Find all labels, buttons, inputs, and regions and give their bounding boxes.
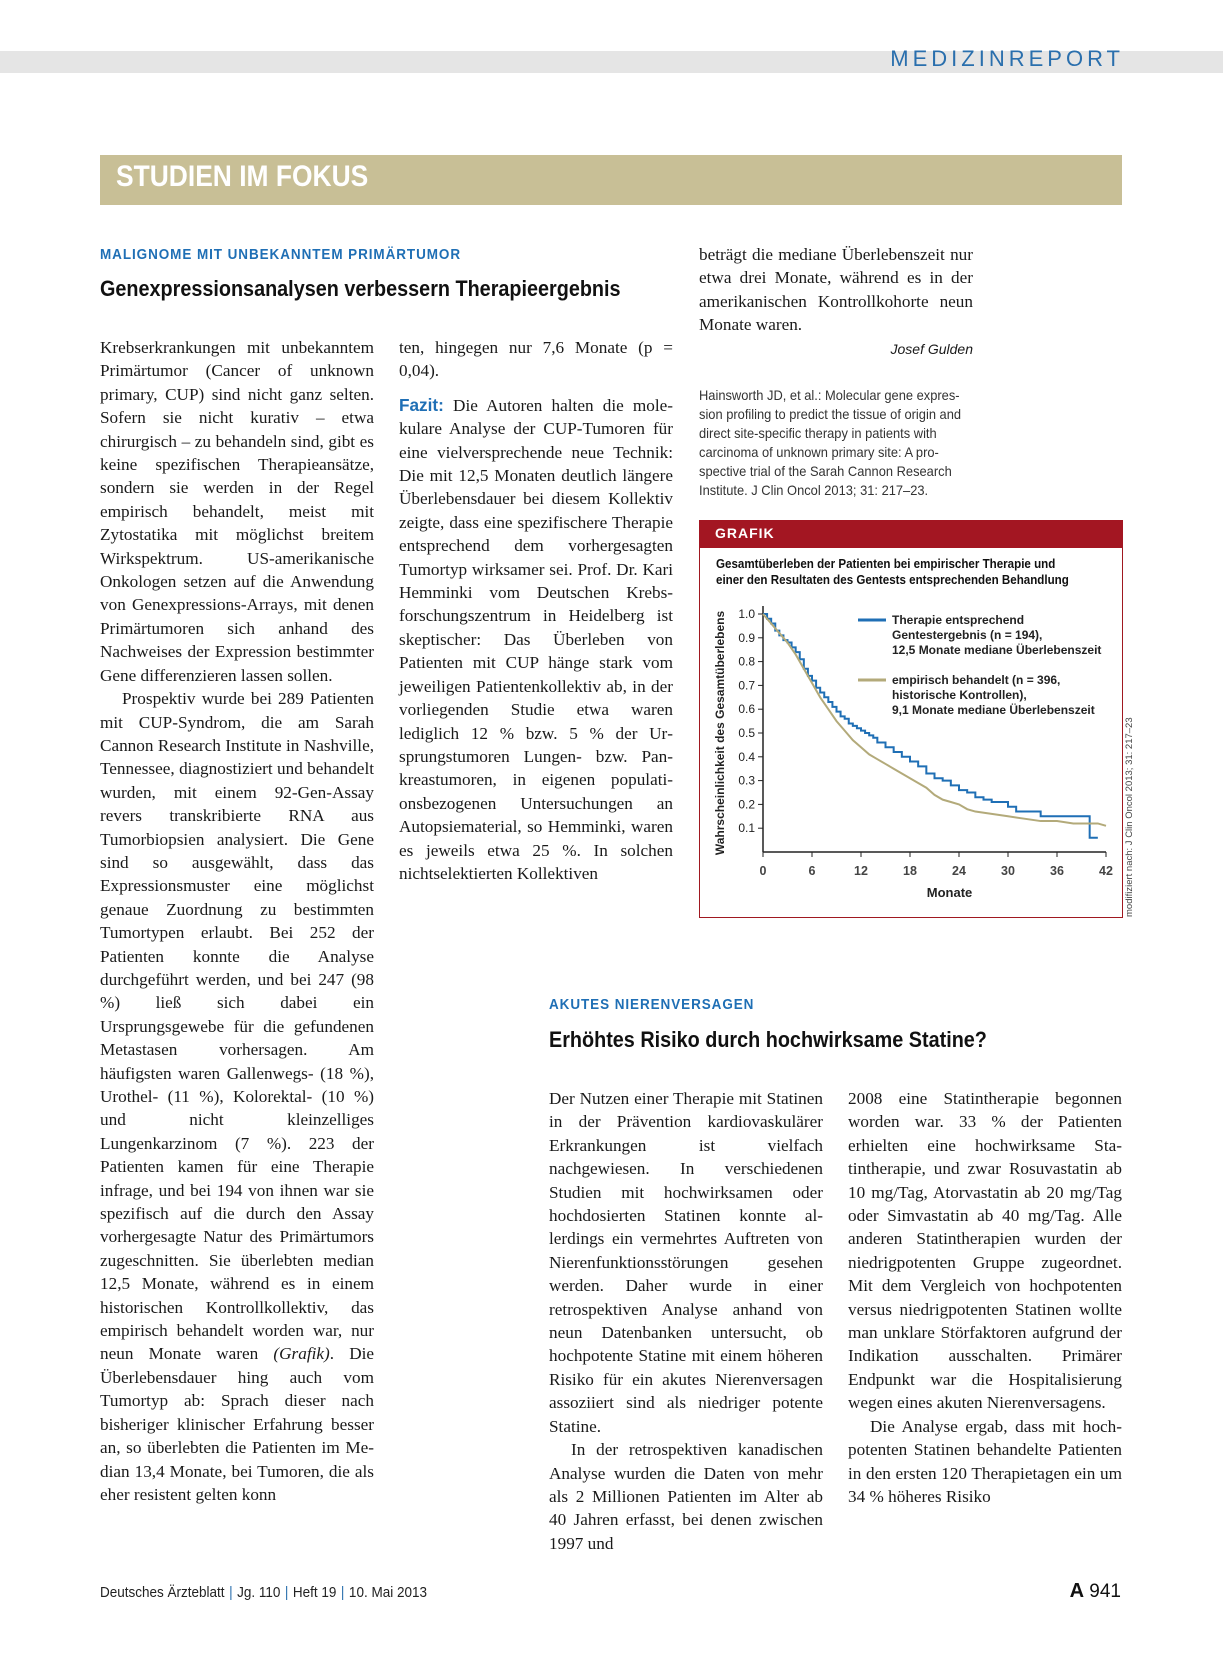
y-tick-label: 1.0 xyxy=(738,607,755,621)
article1-fazit xyxy=(399,394,673,886)
x-tick-label: 30 xyxy=(1001,864,1015,878)
article1-column-2 xyxy=(399,336,673,885)
article2-column-2 xyxy=(848,1087,1122,1508)
fazit-label: Fazit: xyxy=(399,394,444,415)
paragraph-text: Die Autoren halten die molekulare Analyse der CUP-Tumoren für eine vielversprechende neue Technik: Die mit 12,5 Monaten deutlich längere Überlebensdauer bei diesem Kollektiv zeigte, dass eine spezifischere Therapie entsprechend dem vorhergesagten Tumortyp wirksamer sei. Prof. Dr. Kari Hemminki vom Deutschen Krebsforschungszentrum in Heidelberg ist skeptischer: Das Überleben von Patienten mit CUP hänge stark vom jeweiligen Patientenkollektiv ab, in der vorliegenden Studie etwa waren lediglich 12 % bzw. 5 % der Ursprungstumoren Lungen- bzw. Pankreastumoren, in eigenen populationsbezogenen Untersuchungen an Autopsiematerial, so Hemminki, waren es jeweils etwa 25 %. In solchen nichtselektierten Kollektiven xyxy=(399,395,673,883)
y-tick-label: 0.1 xyxy=(738,821,755,836)
article2-paragraph: 2008 eine Statintherapie begonnen worden war. 33 % der Patienten erhielten eine hochwirksame Statintherapie, und zwar Rosuvastatin ab 10 mg/Tag, Atorvastatin ab 20 mg/Tag oder Simvastatin ab 40 mg/Tag. Alle anderen Statintherapien wurden der niedrigpotenten Gruppe zugeordnet. Mit dem Vergleich von hochpotenten versus niedrigpotenten Statinen wollte man unklare Störfaktoren aufgrund der Indikation ausschalten. Primärer Endpunkt war die Hospitalisierung wegen eines akuten Nierenversagens. xyxy=(848,1089,1122,1413)
article1-paragraph: ten, hingegen nur 7,6 Monate (p = 0,04). xyxy=(399,338,673,381)
legend-label-2: empirisch behandelt (n = 396, xyxy=(892,673,1061,687)
article1-paragraph xyxy=(100,687,374,1506)
legend-label-1: 12,5 Monate mediane Überlebenszeit xyxy=(892,643,1102,657)
section-label: MEDIZINREPORT xyxy=(890,46,1124,71)
y-tick-label: 0.3 xyxy=(738,773,755,788)
reference: Hainsworth JD, et al.: Molecular gene expression profiling to predict the tissue of origin and direct site-specific therapy in patients with carcinoma of unknown primary site: A prospective trial of the Sarah Cannon Research Institute. J Clin Oncol 2013; 31: 217–23. xyxy=(699,387,962,498)
y-tick-label: 0.9 xyxy=(738,630,755,645)
y-tick-label: 0.5 xyxy=(738,726,755,740)
figure-header-label: GRAFIK xyxy=(715,525,775,541)
figure-title-line: einer den Resultaten des Gentests entsprechenden Behandlung xyxy=(716,573,1069,587)
figure-reference: (Grafik) xyxy=(273,1344,330,1364)
article2-paragraph: Der Nutzen einer Therapie mit Statinen in der Prävention kardiovaskulärer Erkrankungen ist vielfach nachgewiesen. In verschiedenen Studien mit hochwirksamen oder hochdosierten Statinen konnte allerdings ein vermehrtes Auftreten von Nierenfunktionsstörungen gesehen werden. Daher wurde in einer retrospektiven Analyse anhand von neun Datenbanken untersucht, ob hochpotente Statine mit einem höheren Risiko für ein akutes Nierenversagen assoziiert sind als niedriger potente Statine. xyxy=(549,1089,823,1436)
article2-paragraph: Die Analyse ergab, dass mit hochpotenten Statinen behandelte Patienten in den ersten 120 Therapietagen ein um 34 % höheres Risiko xyxy=(848,1416,1122,1506)
article1-paragraph: beträgt die mediane Überlebenszeit nur etwa drei Monate, während es in der amerikanischen Kontrollkohorte neun Monate waren. xyxy=(699,245,973,335)
y-tick-label: 0.8 xyxy=(738,654,755,669)
x-tick-label: 18 xyxy=(903,864,917,878)
legend-label-1: Therapie entsprechend xyxy=(892,613,1025,627)
article2-column-1 xyxy=(549,1087,823,1555)
page-number xyxy=(1070,1580,1121,1603)
footer: Deutsches Ärzteblatt | Jg. 110 | Heft 19 | 10. Mai 2013 xyxy=(100,1584,427,1601)
article2-paragraph: In der retrospektiven kanadischen Analyse wurden die Daten von mehr als 2 Millionen Patienten im Alter ab 40 Jahren erfasst, bei denen zwischen 1997 und xyxy=(549,1440,823,1553)
x-tick-label: 12 xyxy=(854,864,868,878)
y-tick-label: 0.6 xyxy=(738,702,755,717)
article1-paragraph: Krebserkrankungen mit unbekanntem Primärtumor (Cancer of unknown primary, CUP) sind nicht ganz selten. Sofern sie nicht kurativ – etwa chirurgisch – zu behandeln sind, gibt es keine spezifischen Therapieansätze, sondern sie werden in der Regel empirisch behandelt, meist mit Zytostatika mit möglichst breitem Wirkspektrum. US-amerikanische Onkologen setzen auf die Anwendung von Genexpressions-Arrays, mit denen Primärtumoren sich anhand des Nachweises der Expression bestimmter Gene differenzieren lassen sollen. xyxy=(100,338,374,685)
footer-date: 10. Mai 2013 xyxy=(348,1584,427,1601)
article2-kicker: AKUTES NIERENVERSAGEN xyxy=(549,997,755,1013)
article2-headline: Erhöhtes Risiko durch hochwirksame Statine? xyxy=(549,1027,987,1052)
x-tick-label: 24 xyxy=(952,864,966,878)
y-tick-label: 0.4 xyxy=(738,749,755,764)
y-axis-label: Wahrscheinlichkeit des Gesamtüberlebens xyxy=(713,610,727,856)
banner-title: STUDIEN IM FOKUS xyxy=(116,160,369,193)
footer-issue: Heft 19 xyxy=(292,1584,337,1601)
article1-headline: Genexpressionsanalysen verbessern Therapieergebnis xyxy=(100,276,621,301)
x-tick-label: 0 xyxy=(759,864,767,878)
legend-label-2: 9,1 Monate mediane Überlebenszeit xyxy=(892,703,1095,717)
legend-label-2: historische Kontrollen), xyxy=(892,688,1027,702)
paragraph-text: Prospektiv wurde bei 289 Patienten mit CUP-Syndrom, die am Sarah Cannon Research Institute in Nashville, Tennessee, diagnostiziert und behandelt wurden, mit einem 92-Gen-Assay revers transkribierte RNA aus Tumorbiopsien analysiert. Die Gene sind so ausgewählt, dass das Expressionsmuster eine möglichst genaue Zuordnung zu bestimmten Tumortypen erlaubt. Bei 252 der Patienten konnte die Analyse durchgeführt werden, und bei 247 (98 %) ließ sich dabei ein Ursprungsgewebe für die gefundenen Metastasen vorhersagen. Am häufigsten waren Gallenwegs- (18 %), Urothel- (11 %), Kolorektal- (10 %) und nicht kleinzelliges Lungenkarzinom (7 %). 223 der Patienten kamen für eine Therapie infrage, und bei 194 von ihnen war sie spezifisch auf die durch den Assay vorhergesagte Natur des Primärtumors zugeschnitten. Sie überlebten median 12,5 Monate, während es in einem historischen Kontrollkollektiv, das empirisch behandelt worden war, nur neun Monate waren xyxy=(100,689,374,1364)
y-tick-label: 0.7 xyxy=(738,678,755,693)
x-tick-label: 42 xyxy=(1099,864,1113,878)
article1-kicker: MALIGNOME MIT UNBEKANNTEM PRIMÄRTUMOR xyxy=(100,247,462,263)
y-tick-label: 0.2 xyxy=(738,797,755,812)
article1-column-1 xyxy=(100,336,374,1506)
x-tick-label: 6 xyxy=(808,864,816,878)
footer-volume: Jg. 110 xyxy=(237,1584,281,1601)
x-tick-label: 36 xyxy=(1050,864,1064,878)
page-number-value: 941 xyxy=(1089,1581,1121,1602)
page-prefix: A xyxy=(1069,1580,1085,1602)
figure-title-line: Gesamtüberleben der Patienten bei empirischer Therapie und xyxy=(716,557,1056,571)
legend-label-1: Gentestergebnis (n = 194), xyxy=(892,628,1043,642)
footer-journal: Deutsches Ärzteblatt xyxy=(100,1584,225,1601)
survival-chart xyxy=(700,590,1121,916)
figure-title xyxy=(716,556,1084,588)
article1-column-3 xyxy=(699,243,973,337)
x-axis-label: Monate xyxy=(926,885,973,900)
paragraph-text: . Die Überlebensdauer hing auch vom Tumortyp ab: Sprach dieser nach bisheriger klinischer Erfahrung besser an, so überlebten die Patienten im Median 13,4 Monate, bei Tumoren, die als eher resistent gelten konn xyxy=(100,1344,375,1504)
figure-source-note: modifiziert nach: J Clin Oncol 2013; 31: 217–23 xyxy=(1124,717,1135,917)
author: Josef Gulden xyxy=(890,341,973,357)
